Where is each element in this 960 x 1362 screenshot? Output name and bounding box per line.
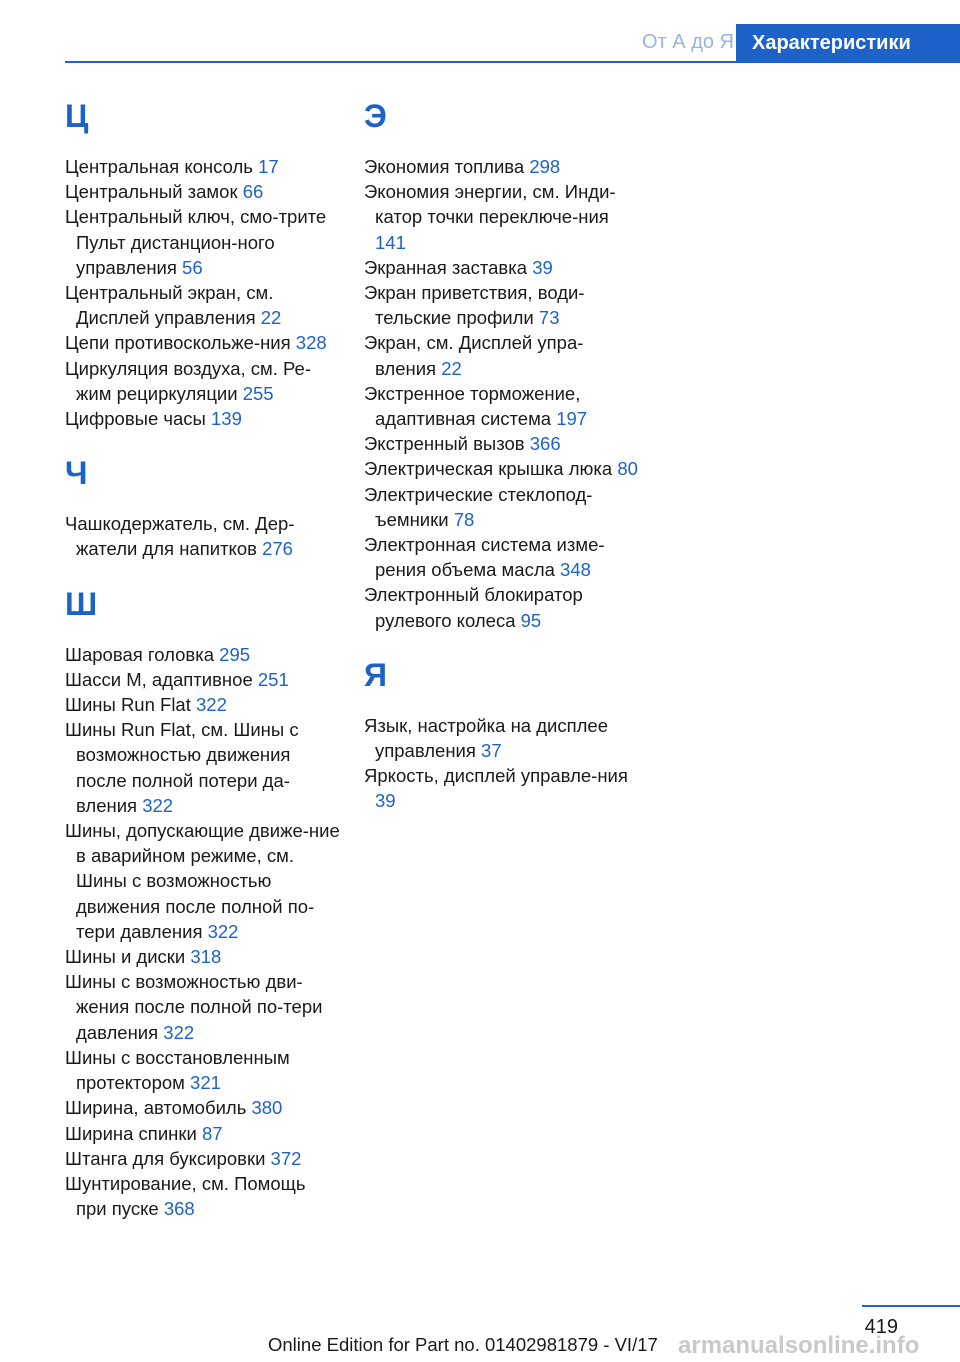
index-entry-text: Экономия энергии, см. Инди-катор точки переключе-ния [364, 181, 616, 228]
index-entry-text: Циркуляция воздуха, см. Ре-жим рециркуляции [65, 357, 312, 404]
index-entry-text: Шины с восстановленным протектором [65, 1046, 290, 1094]
index-page-link[interactable]: 141 [375, 231, 406, 253]
header-rule [65, 61, 960, 63]
index-entry [65, 154, 340, 179]
index-entry [364, 381, 639, 431]
index-entry [364, 154, 639, 179]
index-page-link[interactable]: 380 [251, 1097, 283, 1119]
index-entry-text: Шины Run Flat [65, 694, 191, 716]
index-entry-text: Чашкодержатель, см. Дер-жатели для напитков [65, 513, 295, 560]
index-entry-text: Шины Run Flat, см. Шины с возможностью движения после полной потери да-вления [65, 719, 299, 816]
index-entry [364, 582, 639, 632]
index-entry [364, 280, 639, 330]
index-page-link[interactable]: 78 [453, 508, 475, 530]
index-entry [364, 330, 639, 380]
index-entry [65, 280, 340, 330]
index-entry [65, 1095, 340, 1120]
index-entry-text: Шины, допускающие движе-ние в аварийном режиме, см. Шины с возможностью движения после полной по-тери давления [65, 820, 340, 942]
index-page-link[interactable]: 66 [242, 181, 264, 203]
index-page-link[interactable]: 298 [529, 156, 561, 177]
index-entry [65, 717, 340, 818]
index-page-link[interactable]: 322 [207, 920, 239, 942]
index-entry-text: Экстренное торможение, адаптивная система [364, 382, 581, 430]
index-page-link[interactable]: 37 [481, 740, 502, 762]
index-page-link[interactable]: 22 [260, 307, 282, 329]
index-page-link[interactable]: 368 [163, 1198, 195, 1220]
index-entry [65, 356, 340, 406]
index-page-link[interactable]: 295 [219, 643, 251, 665]
page-number: 419 [864, 1316, 898, 1338]
index-entry [65, 1121, 340, 1146]
index-entry [364, 431, 639, 456]
index-page-link[interactable]: 22 [441, 357, 462, 379]
index-entry-text: Экран, см. Дисплей упра-вления [364, 332, 584, 379]
index-page-link[interactable]: 318 [190, 946, 222, 968]
index-entry-text: Яркость, дисплей управле-ния [364, 765, 628, 787]
index-page-link[interactable]: 322 [163, 1021, 195, 1043]
index-page-link[interactable]: 328 [295, 332, 327, 354]
index-entry [65, 204, 340, 280]
index-entry [65, 1171, 340, 1221]
index-page-link[interactable]: 276 [262, 538, 293, 560]
index-entry-text: Центральный экран, см. Дисплей управления [65, 282, 274, 329]
index-page-link[interactable]: 197 [556, 408, 588, 430]
index-entry-text: Электронный блокиратор рулевого колеса [364, 584, 583, 631]
edition-footer: Online Edition for Part no. 01402981879 - VI/17 [268, 1334, 658, 1355]
footer-rule [862, 1305, 960, 1307]
watermark: armanualsonline.info [678, 1332, 920, 1359]
index-entry [65, 667, 340, 692]
index-entry [364, 482, 639, 532]
index-page-link[interactable]: 95 [520, 609, 542, 631]
index-page-link[interactable]: 39 [532, 256, 553, 278]
index-letter-heading: Ш [65, 585, 98, 622]
index-page-link[interactable]: 80 [617, 458, 638, 480]
index-entry-text: Шины и диски [65, 946, 186, 968]
index-entry-text: Электрическая крышка люка [364, 458, 613, 480]
index-entry-text: Язык, настройка на дисплее управления [364, 714, 608, 762]
index-entry-text: Шунтирование, см. Помощь при пуске [65, 1172, 306, 1220]
index-entry [364, 763, 639, 813]
index-entry-text: Цифровые часы [65, 408, 206, 430]
index-entry [364, 179, 639, 255]
index-entry-text: Шасси M, адаптивное [65, 668, 253, 690]
index-entry [65, 944, 340, 969]
index-entry-text: Шины с возможностью дви-жения после полной по-тери давления [65, 971, 323, 1043]
index-entry-text: Экран приветствия, води-тельские профили [364, 282, 585, 329]
index-entry [364, 456, 639, 481]
index-page-link[interactable]: 322 [142, 794, 174, 816]
index-page-link[interactable]: 322 [196, 694, 227, 716]
index-page-link[interactable]: 56 [182, 256, 203, 278]
index-page-link[interactable]: 87 [201, 1122, 223, 1144]
index-letter-heading: Я [364, 656, 387, 693]
index-column-right [364, 92, 639, 814]
index-page-link[interactable]: 348 [560, 559, 591, 581]
index-entry-text: Электронная система изме-рения объема масла [364, 534, 605, 581]
index-entry-text: Шаровая головка [65, 643, 215, 665]
header-chapter-tab: Характеристики [736, 24, 960, 63]
index-page-link[interactable]: 17 [258, 156, 279, 177]
index-entry [65, 511, 340, 561]
index-page-link[interactable]: 321 [190, 1072, 221, 1094]
index-entry [364, 532, 639, 582]
index-page-link[interactable]: 372 [270, 1147, 302, 1169]
index-entry [65, 330, 340, 355]
index-page-link[interactable]: 366 [529, 433, 561, 455]
index-entry [65, 642, 340, 667]
index-entry [65, 406, 340, 431]
index-entry-text: Цепи противоскольже-ния [65, 332, 291, 354]
index-entry [65, 1146, 340, 1171]
index-letter-heading: Э [364, 98, 387, 134]
index-entry-text: Ширина, автомобиль [65, 1097, 247, 1119]
index-page-link[interactable]: 139 [211, 408, 242, 430]
index-entry-text: Экстренный вызов [364, 433, 525, 455]
index-entry-text: Центральный замок [65, 181, 238, 203]
index-column-left [65, 92, 340, 1221]
index-page-link[interactable]: 251 [257, 668, 289, 690]
index-entry-text: Ширина спинки [65, 1122, 197, 1144]
index-entry [65, 969, 340, 1045]
index-entry [65, 1045, 340, 1095]
index-entry [364, 713, 639, 763]
index-page-link[interactable]: 255 [242, 382, 274, 404]
header-section: От А до Я [642, 31, 734, 53]
index-entry-text: Электрические стеклопод-ъемники [364, 483, 593, 530]
index-letter-heading: Ц [65, 98, 89, 134]
index-page-link[interactable]: 73 [538, 307, 560, 329]
index-entry [65, 818, 340, 944]
index-entry-text: Штанга для буксировки [65, 1147, 266, 1169]
index-entry-text: Центральный ключ, смо-трите Пульт дистанцион-ного управления [65, 206, 327, 278]
index-entry-text: Экранная заставка [364, 256, 528, 278]
index-entry [364, 255, 639, 280]
index-letter-heading: Ч [65, 455, 88, 492]
index-entry-text: Экономия топлива [364, 156, 525, 177]
index-page-link[interactable]: 39 [375, 790, 396, 812]
index-entry [65, 179, 340, 204]
index-entry-text: Центральная консоль [65, 156, 253, 177]
index-entry [65, 692, 340, 717]
